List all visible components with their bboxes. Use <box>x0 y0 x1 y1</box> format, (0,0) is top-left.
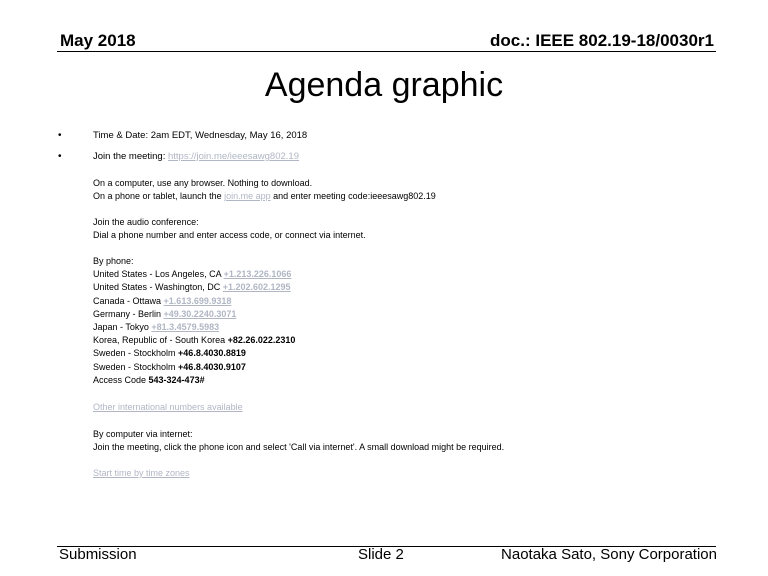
phone-location: Japan - Tokyo <box>93 321 152 332</box>
join-me-app-link[interactable]: join.me app <box>224 191 271 202</box>
header-divider <box>57 51 716 52</box>
phone-number: +82.26.022.2310 <box>227 335 296 346</box>
audio-line-2: Dial a phone number and enter access code, or connect via internet. <box>93 230 366 241</box>
computer-line-2-post: and enter meeting code: <box>270 191 371 202</box>
internet-line-1: By computer via internet: <box>93 429 193 439</box>
footer-submission: Submission <box>59 546 137 563</box>
audio-instructions <box>93 216 366 242</box>
phone-number-link[interactable]: +81.3.4579.5983 <box>151 321 220 332</box>
time-date-text: Time & Date: 2am EDT, Wednesday, May 16, 2018 <box>93 130 308 141</box>
phone-entry <box>93 334 295 347</box>
phone-number: +46.8.4030.8819 <box>178 348 246 359</box>
phone-entry <box>93 268 295 281</box>
computer-line-1: On a computer, use any browser. Nothing to download. <box>93 178 313 188</box>
phone-heading: By phone: <box>93 256 134 266</box>
footer-slide-number: Slide 2 <box>358 546 404 563</box>
phone-entry <box>93 295 295 308</box>
footer-author: Naotaka Sato, Sony Corporation <box>501 546 717 563</box>
header-date: May 2018 <box>60 31 136 50</box>
header-doc-id: doc.: IEEE 802.19-18/0030r1 <box>490 31 714 50</box>
phone-location: Germany - Berlin <box>93 308 164 319</box>
join-meeting-label: Join the meeting: <box>93 151 168 162</box>
time-zones-line <box>93 467 190 480</box>
phone-entry <box>93 361 295 374</box>
phone-number-link[interactable]: +1.613.699.9318 <box>163 295 232 306</box>
phone-number: +46.8.4030.9107 <box>178 361 246 372</box>
phone-list <box>93 255 295 387</box>
slide-title: Agenda graphic <box>264 66 504 104</box>
phone-entry <box>93 347 295 360</box>
computer-instructions <box>93 177 436 203</box>
phone-entry <box>93 281 295 294</box>
time-zones-link[interactable]: Start time by time zones <box>93 468 190 478</box>
phone-location: Sweden - Stockholm <box>93 348 179 359</box>
phone-entry <box>93 374 295 387</box>
other-numbers-line <box>93 401 243 414</box>
phone-location: United States - Washington, DC <box>93 282 223 293</box>
phone-location: Canada - Ottawa <box>93 295 164 306</box>
computer-line-2 <box>93 190 436 203</box>
phone-location: Korea, Republic of - South Korea <box>93 335 228 346</box>
join-meeting-link[interactable]: https://join.me/ieeesawg802.19 <box>168 151 299 162</box>
phone-location: Sweden - Stockholm <box>93 361 179 372</box>
audio-line-1: Join the audio conference: <box>93 217 199 227</box>
phone-number-link[interactable]: +1.202.602.1295 <box>222 282 291 293</box>
phone-number-link[interactable]: +1.213.226.1066 <box>223 269 292 280</box>
access-code: 543-324-473# <box>148 374 205 385</box>
phone-location: United States - Los Angeles, CA <box>93 269 224 280</box>
join-meeting-line <box>93 151 299 163</box>
access-code-label: Access Code <box>93 374 149 385</box>
phone-entry <box>93 321 295 334</box>
meeting-code: ieeesawg802.19 <box>370 191 436 202</box>
internet-instructions <box>93 428 504 454</box>
internet-line-2: Join the meeting, click the phone icon and select 'Call via internet'. A small download might be required. <box>93 442 505 453</box>
bullet-icon: • <box>58 130 62 141</box>
phone-entry <box>93 308 295 321</box>
other-numbers-link[interactable]: Other international numbers available <box>93 402 243 412</box>
phone-number-link[interactable]: +49.30.2240.3071 <box>163 308 237 319</box>
bullet-icon: • <box>58 151 62 162</box>
computer-line-2-pre: On a phone or tablet, launch the <box>93 191 225 202</box>
